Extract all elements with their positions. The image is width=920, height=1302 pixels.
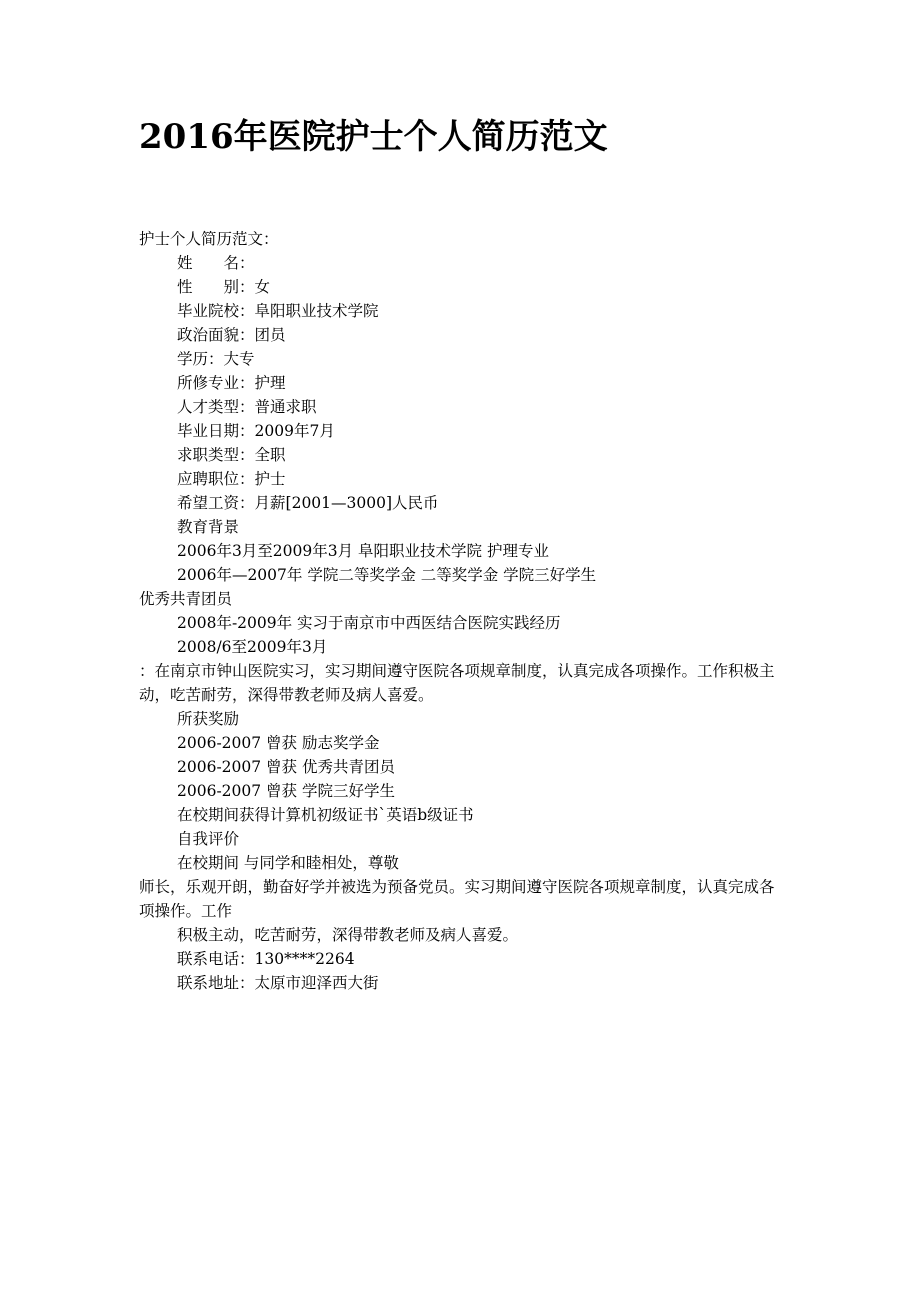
contact-address: 联系地址：太原市迎泽西大街	[177, 974, 379, 992]
self-evaluation-heading: 自我评价	[177, 830, 240, 848]
internship-period: 2008/6至2009年3月	[177, 638, 328, 656]
award-item: 2006-2007 曾获 励志奖学金	[177, 734, 380, 752]
contact-phone: 联系电话：130****2264	[177, 950, 355, 968]
self-evaluation-line: 积极主动，吃苦耐劳，深得带教老师及病人喜爱。	[177, 926, 519, 944]
self-evaluation-line: 在校期间 与同学和睦相处，尊敬	[177, 854, 399, 872]
self-evaluation-section	[139, 827, 779, 947]
field-name: 姓 名：	[177, 254, 255, 272]
education-line: 2006年—2007年 学院二等奖学金 二等奖学金 学院三好学生	[177, 566, 597, 584]
award-item: 2006-2007 曾获 学院三好学生	[177, 782, 395, 800]
education-line: 2006年3月至2009年3月 阜阳职业技术学院 护理专业	[177, 542, 549, 560]
award-item: 2006-2007 曾获 优秀共青团员	[177, 758, 395, 776]
certificate-item: 在校期间获得计算机初级证书`英语b级证书	[177, 806, 474, 824]
internship-line: 2008年-2009年 实习于南京市中西医结合医院实践经历	[177, 614, 561, 632]
education-line-continuation: 优秀共青团员	[139, 590, 233, 608]
field-gender: 性 别：女	[177, 278, 271, 296]
education-heading: 教育背景	[177, 518, 240, 536]
contact-section	[139, 947, 779, 995]
field-school: 毕业院校：阜阳职业技术学院	[177, 302, 379, 320]
education-section	[139, 515, 779, 707]
field-position: 应聘职位：护士	[177, 470, 286, 488]
field-expected-salary: 希望工资：月薪[2001—3000]人民币	[177, 494, 439, 512]
internship-description: ：在南京市钟山医院实习，实习期间遵守医院各项规章制度，认真完成各项操作。工作积极主动，吃苦耐劳，深得带教老师及病人喜爱。	[139, 662, 775, 704]
document-title: 2016年医院护士个人简历范文	[139, 117, 608, 157]
intro-line: 护士个人简历范文：	[139, 230, 279, 248]
field-major: 所修专业：护理	[177, 374, 286, 392]
awards-section	[139, 707, 779, 827]
awards-heading: 所获奖励	[177, 710, 240, 728]
field-political-status: 政治面貌：团员	[177, 326, 286, 344]
personal-info	[139, 251, 779, 515]
field-talent-type: 人才类型：普通求职	[177, 398, 317, 416]
field-job-type: 求职类型：全职	[177, 446, 286, 464]
resume-content	[139, 227, 779, 995]
field-education-level: 学历：大专	[177, 350, 255, 368]
field-graduation-date: 毕业日期：2009年7月	[177, 422, 335, 440]
self-evaluation-paragraph: 师长，乐观开朗，勤奋好学并被选为预备党员。实习期间遵守医院各项规章制度，认真完成各项操作。工作	[139, 878, 775, 920]
